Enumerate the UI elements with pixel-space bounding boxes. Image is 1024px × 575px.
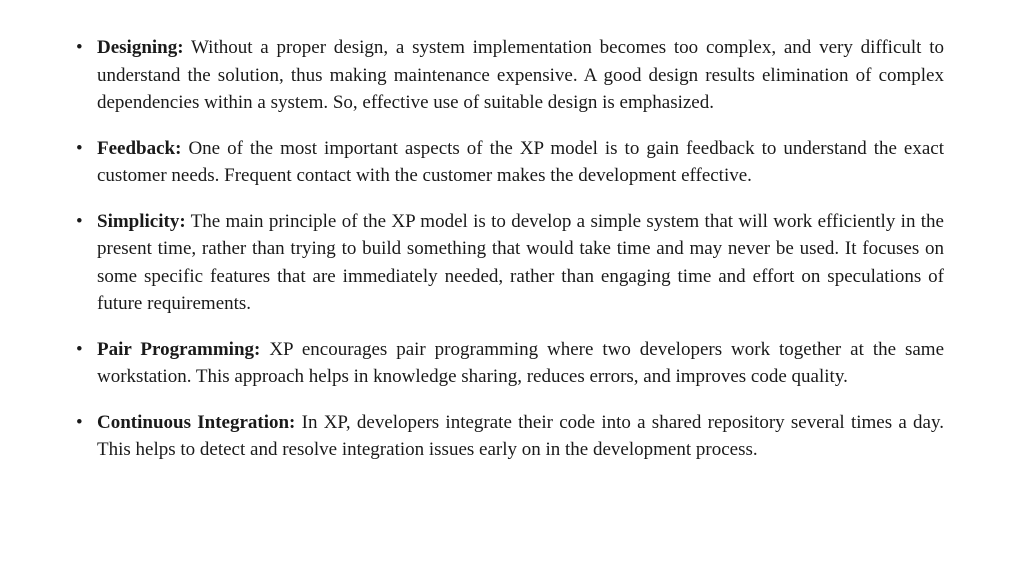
bullet-item-continuous-integration: [0, 409, 944, 464]
bullet-term: Simplicity:: [97, 210, 186, 232]
bullet-dot-icon: •: [76, 210, 83, 232]
bullet-item-simplicity: [0, 208, 944, 318]
bullet-term: Designing:: [97, 37, 184, 58]
bullet-item-pair-programming: [0, 336, 944, 391]
bullet-term: Continuous Integration:: [97, 411, 296, 433]
bullet-dot-icon: •: [76, 137, 83, 159]
bullet-dot-icon: •: [76, 338, 83, 360]
bullet-term: Feedback:: [97, 137, 182, 159]
bullet-item-feedback: [0, 135, 944, 190]
bullet-text: XP encourages pair programming where two developers work together at the same workstation. This approach helps in knowledge sharing, reduces errors, and improves code quality.: [97, 338, 945, 387]
bullet-dot-icon: •: [76, 37, 83, 58]
bullet-text: Without a proper design, a system implementation becomes too complex, and very difficult to understand the solution, thus making maintenance expensive. A good design results elimination of complex dependencies within a system. So, effective use of suitable design is emphasized.: [97, 37, 944, 113]
bullet-text: The main principle of the XP model is to develop a simple system that will work efficiently in the present time, rather than trying to build something that would take time and may never be used. It focuses on some specific features that are immediately needed, rather than engaging time and effort on speculations of future requirements.: [97, 210, 944, 314]
bullet-term: Pair Programming:: [97, 338, 261, 360]
bullet-dot-icon: •: [76, 411, 83, 433]
bullet-item-designing: [0, 34, 944, 117]
bullet-text: In XP, developers integrate their code into a shared repository several times a day. This helps to detect and resolve integration issues early on in the development process.: [97, 411, 944, 460]
bullet-list: [0, 34, 1024, 464]
bullet-text: One of the most important aspects of the XP model is to gain feedback to understand the exact customer needs. Frequent contact with the customer makes the development effective.: [97, 137, 944, 186]
